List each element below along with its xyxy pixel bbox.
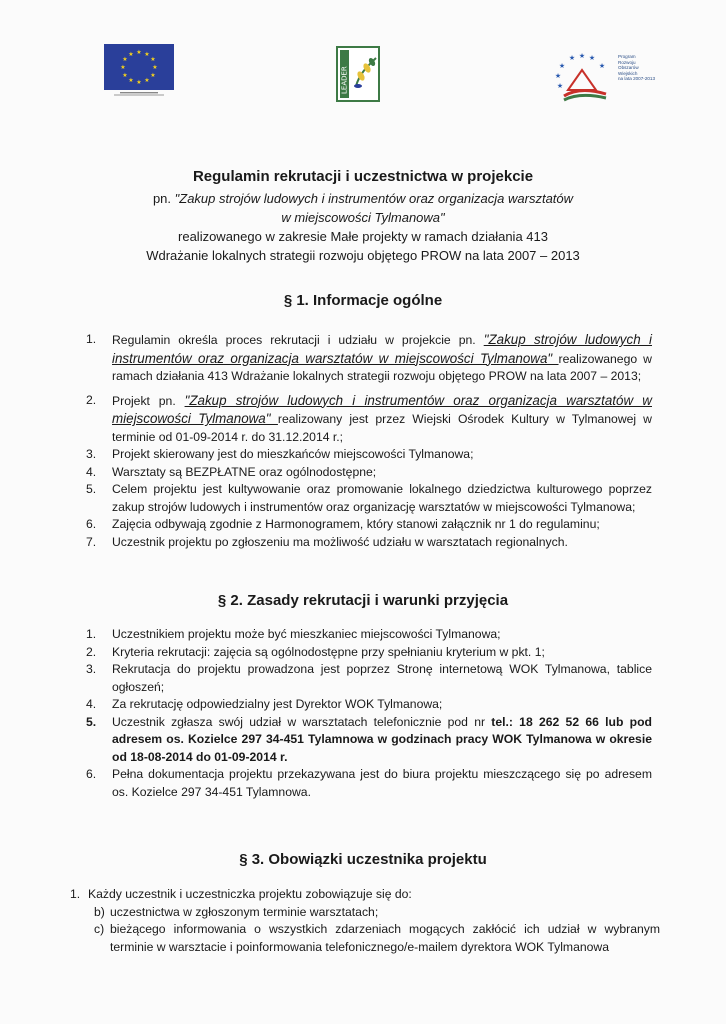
section-1-list bbox=[86, 331, 652, 551]
list-item bbox=[86, 534, 652, 552]
contact-details: tel.: 18 262 52 66 lub pod adresem os. Kozielce 297 34-451 Tylamnowa w godzinach pracy WOK Tylmanowa w okresie od 18-08-2014 do 01-09-2014 r. bbox=[112, 714, 652, 764]
item-number: 1. bbox=[70, 887, 81, 901]
svg-text:★: ★ bbox=[144, 77, 150, 84]
prow-caption bbox=[618, 54, 664, 82]
list-item bbox=[86, 766, 652, 801]
item-number: 5. bbox=[86, 482, 97, 496]
item-text: Każdy uczestnik i uczestniczka projektu zobowiązuje się do: bbox=[88, 887, 412, 901]
item-text: uczestnictwa w zgłoszonym terminie warsztatach; bbox=[110, 904, 379, 919]
list-sub-item bbox=[70, 904, 660, 922]
item-text: Projekt skierowany jest do mieszkańców miejscowości Tylmanowa; bbox=[112, 447, 474, 461]
item-letter: b) bbox=[94, 904, 105, 919]
prow-caption-line: Rozwoju bbox=[618, 59, 636, 65]
svg-text:★: ★ bbox=[588, 54, 596, 62]
item-text: Warsztaty są BEZPŁATNE oraz ogólnodostępne; bbox=[112, 464, 377, 479]
list-item bbox=[70, 886, 660, 904]
section-1-heading: § 1. Informacje ogólne bbox=[283, 292, 443, 309]
item-number: 4. bbox=[86, 697, 97, 711]
svg-text:★: ★ bbox=[558, 62, 566, 70]
item-number: 4. bbox=[86, 464, 97, 479]
prow-caption-line: Program bbox=[618, 54, 636, 59]
item-number: 6. bbox=[86, 517, 97, 531]
svg-text:★: ★ bbox=[122, 72, 128, 79]
svg-text:★: ★ bbox=[128, 77, 134, 84]
prow-caption-line: Wiejskich bbox=[618, 70, 638, 76]
item-text: Uczestnik projektu po zgłoszeniu ma możliwość udziału w warsztatach regionalnych. bbox=[112, 534, 568, 549]
item-number: 2. bbox=[86, 392, 97, 407]
leader-wordmark: LEADER bbox=[340, 66, 349, 94]
section-3-list bbox=[70, 886, 660, 956]
item-number: 6. bbox=[86, 767, 97, 781]
eu-caption-line bbox=[104, 92, 174, 96]
svg-text:★: ★ bbox=[578, 52, 586, 60]
item-text: Regulamin określa proces rekrutacji i udziału w projekcie pn. bbox=[112, 333, 484, 347]
document-title: Regulamin rekrutacji i uczestnictwa w projekcie bbox=[192, 168, 534, 185]
item-text: Uczestnikiem projektu może być mieszkaniec miejscowości Tylmanowa; bbox=[112, 627, 501, 641]
svg-text:★: ★ bbox=[556, 82, 564, 90]
item-number: 1. bbox=[86, 332, 97, 346]
project-title-underlined: "Zakup strojów ludowych i instrumentów oraz organizacja warsztatów w miejscowości Tylmanowa" bbox=[112, 392, 652, 426]
item-text: Zajęcia odbywają zgodnie z Harmonogramem, który stanowi załącznik nr 1 do regulaminu; bbox=[112, 517, 600, 531]
item-number: 5. bbox=[86, 714, 97, 729]
item-text: realizowanego w ramach działania 413 Wdrażanie lokalnych strategii rozwoju objętego PROW na lata 2007 – 2013; bbox=[112, 351, 652, 383]
svg-text:★: ★ bbox=[150, 72, 156, 79]
item-text: Kryteria rekrutacji: zajęcia są ogólnodostępne przy spełnianiu kryterium w pkt. 1; bbox=[112, 644, 545, 659]
list-item bbox=[86, 481, 652, 516]
svg-text:★: ★ bbox=[554, 72, 562, 80]
item-text: Projekt pn. bbox=[112, 393, 185, 408]
svg-text:★: ★ bbox=[128, 51, 134, 58]
svg-text:★: ★ bbox=[136, 49, 142, 56]
item-text: Uczestnik zgłasza swój udział w warsztatach telefonicznie pod nr bbox=[112, 714, 492, 729]
list-sub-item bbox=[70, 921, 660, 956]
section-3-heading: § 3. Obowiązki uczestnika projektu bbox=[239, 851, 487, 868]
list-item bbox=[86, 464, 652, 482]
svg-text:★: ★ bbox=[144, 51, 150, 58]
item-text: Celem projektu jest kultywowanie oraz promowanie lokalnego dziedzictwa kulturowego poprzez zakup strojów ludowych i instrumentów oraz organizację warsztatów w miejscowości Tylmanowa; bbox=[112, 482, 652, 514]
list-item bbox=[86, 392, 652, 447]
list-item bbox=[86, 714, 652, 767]
program-line: realizowanego w zakresie Małe projekty w ramach działania 413 bbox=[178, 229, 548, 244]
project-title-underlined: "Zakup strojów ludowych i instrumentów oraz organizacja warsztatów w miejscowości Tylmanowa" bbox=[112, 332, 652, 366]
list-item bbox=[86, 696, 652, 714]
item-text: Za rekrutację odpowiedzialny jest Dyrektor WOK Tylmanowa; bbox=[112, 697, 443, 711]
svg-text:★: ★ bbox=[136, 79, 142, 86]
project-name-line1 bbox=[0, 189, 726, 208]
eu-flag-logo bbox=[104, 44, 174, 90]
svg-text:★: ★ bbox=[150, 56, 156, 63]
project-name-italic: "Zakup strojów ludowych i instrumentów oraz organizacja warsztatów bbox=[174, 191, 574, 206]
project-name-prefix: pn. bbox=[152, 191, 172, 206]
section-2-list bbox=[86, 626, 652, 801]
item-text: Rekrutacja do projektu prowadzona jest poprzez Stronę internetową WOK Tylmanowa, tablice ogłoszeń; bbox=[112, 662, 652, 694]
item-number: 1. bbox=[86, 627, 97, 641]
item-text: Pełna dokumentacja projektu przekazywana jest do biura projektu mieszczącego się po adresem os. Kozielce 297 34-451 Tylamnowa. bbox=[112, 767, 652, 799]
prow-caption-line: Obszarów bbox=[618, 65, 639, 71]
list-item bbox=[86, 516, 652, 534]
item-text: bieżącego informowania o wszystkich zdarzeniach mogących zakłócić ich udział w wybranym terminie w warsztacie i poinformowania telefonicznego/e-mailem dyrektora WOK Tylmanowa bbox=[110, 922, 660, 954]
list-item bbox=[86, 331, 652, 386]
item-number: 3. bbox=[86, 662, 97, 676]
item-text: realizowany jest przez Wiejski Ośrodek Kultury w Tylmanowej w terminie od 01-09-2014 r. do 31.12.2014 r.; bbox=[112, 412, 652, 444]
item-letter: c) bbox=[94, 922, 105, 936]
prow-caption-line: na lata 2007-2013 bbox=[618, 76, 656, 82]
list-item bbox=[86, 661, 652, 696]
list-item bbox=[86, 446, 652, 464]
logo-bar bbox=[0, 40, 726, 110]
svg-text:★: ★ bbox=[568, 54, 576, 62]
leader-logo bbox=[336, 46, 380, 102]
item-number: 2. bbox=[86, 644, 97, 659]
svg-text:★: ★ bbox=[598, 62, 606, 70]
section-2-heading: § 2. Zasady rekrutacji i warunki przyjęcia bbox=[217, 592, 509, 609]
list-item bbox=[86, 644, 652, 662]
item-number: 7. bbox=[86, 534, 97, 549]
svg-text:★: ★ bbox=[122, 56, 128, 63]
program-line: Wdrażanie lokalnych strategii rozwoju objętego PROW na lata 2007 – 2013 bbox=[146, 248, 580, 263]
svg-text:★: ★ bbox=[120, 64, 126, 71]
project-name-italic: w miejscowości Tylmanowa" bbox=[281, 210, 445, 225]
list-item bbox=[86, 626, 652, 644]
item-number: 3. bbox=[86, 447, 97, 461]
project-name-line2 bbox=[0, 208, 726, 227]
svg-text:★: ★ bbox=[152, 64, 158, 71]
document-header bbox=[0, 168, 726, 265]
